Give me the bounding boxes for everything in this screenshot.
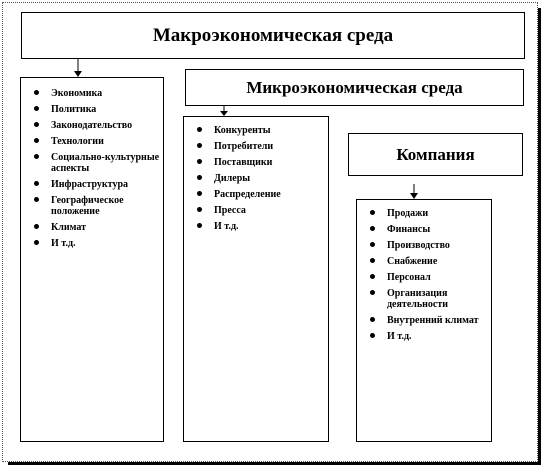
arrow-macro-down xyxy=(74,59,82,77)
list-item-label: Социально-культурные аспекты xyxy=(51,152,160,174)
list-item-label: Пресса xyxy=(214,205,246,216)
list-item-label: Конкуренты xyxy=(214,125,271,136)
list-item-label: Политика xyxy=(51,104,97,115)
arrow-micro-down xyxy=(220,106,228,116)
list-item-label: Потребители xyxy=(214,141,274,152)
arrow-company-down xyxy=(410,184,418,199)
list-item-label: Законодательство xyxy=(51,120,133,131)
list-item-label: И т.д. xyxy=(387,331,412,342)
list-item-label: Распределение xyxy=(214,189,281,200)
list-item-label: Производство xyxy=(387,240,450,251)
list-item-label: И т.д. xyxy=(51,238,76,249)
list-item-label: Дилеры xyxy=(214,173,251,184)
list-item-label: Инфраструктура xyxy=(51,179,129,190)
micro-title: Микроэкономическая среда xyxy=(246,77,463,97)
list-item-label: Персонал xyxy=(387,272,431,283)
list-item-label: Внутренний климат xyxy=(387,315,479,326)
list-item-label: Технологии xyxy=(51,136,104,147)
list-item-label: Географическое положение xyxy=(51,195,124,217)
list-item-label: Организация деятельности xyxy=(387,288,449,310)
list-item-label: И т.д. xyxy=(214,221,239,232)
list-item-label: Климат xyxy=(51,222,87,233)
company-title: Компания xyxy=(396,144,475,164)
list-item-label: Поставщики xyxy=(214,157,273,168)
macro-title: Макроэкономическая среда xyxy=(152,24,394,46)
list-item-label: Финансы xyxy=(387,224,431,235)
list-item-label: Снабжение xyxy=(387,256,438,267)
list-item-label: Экономика xyxy=(51,88,103,99)
list-item-label: Продажи xyxy=(387,208,429,219)
